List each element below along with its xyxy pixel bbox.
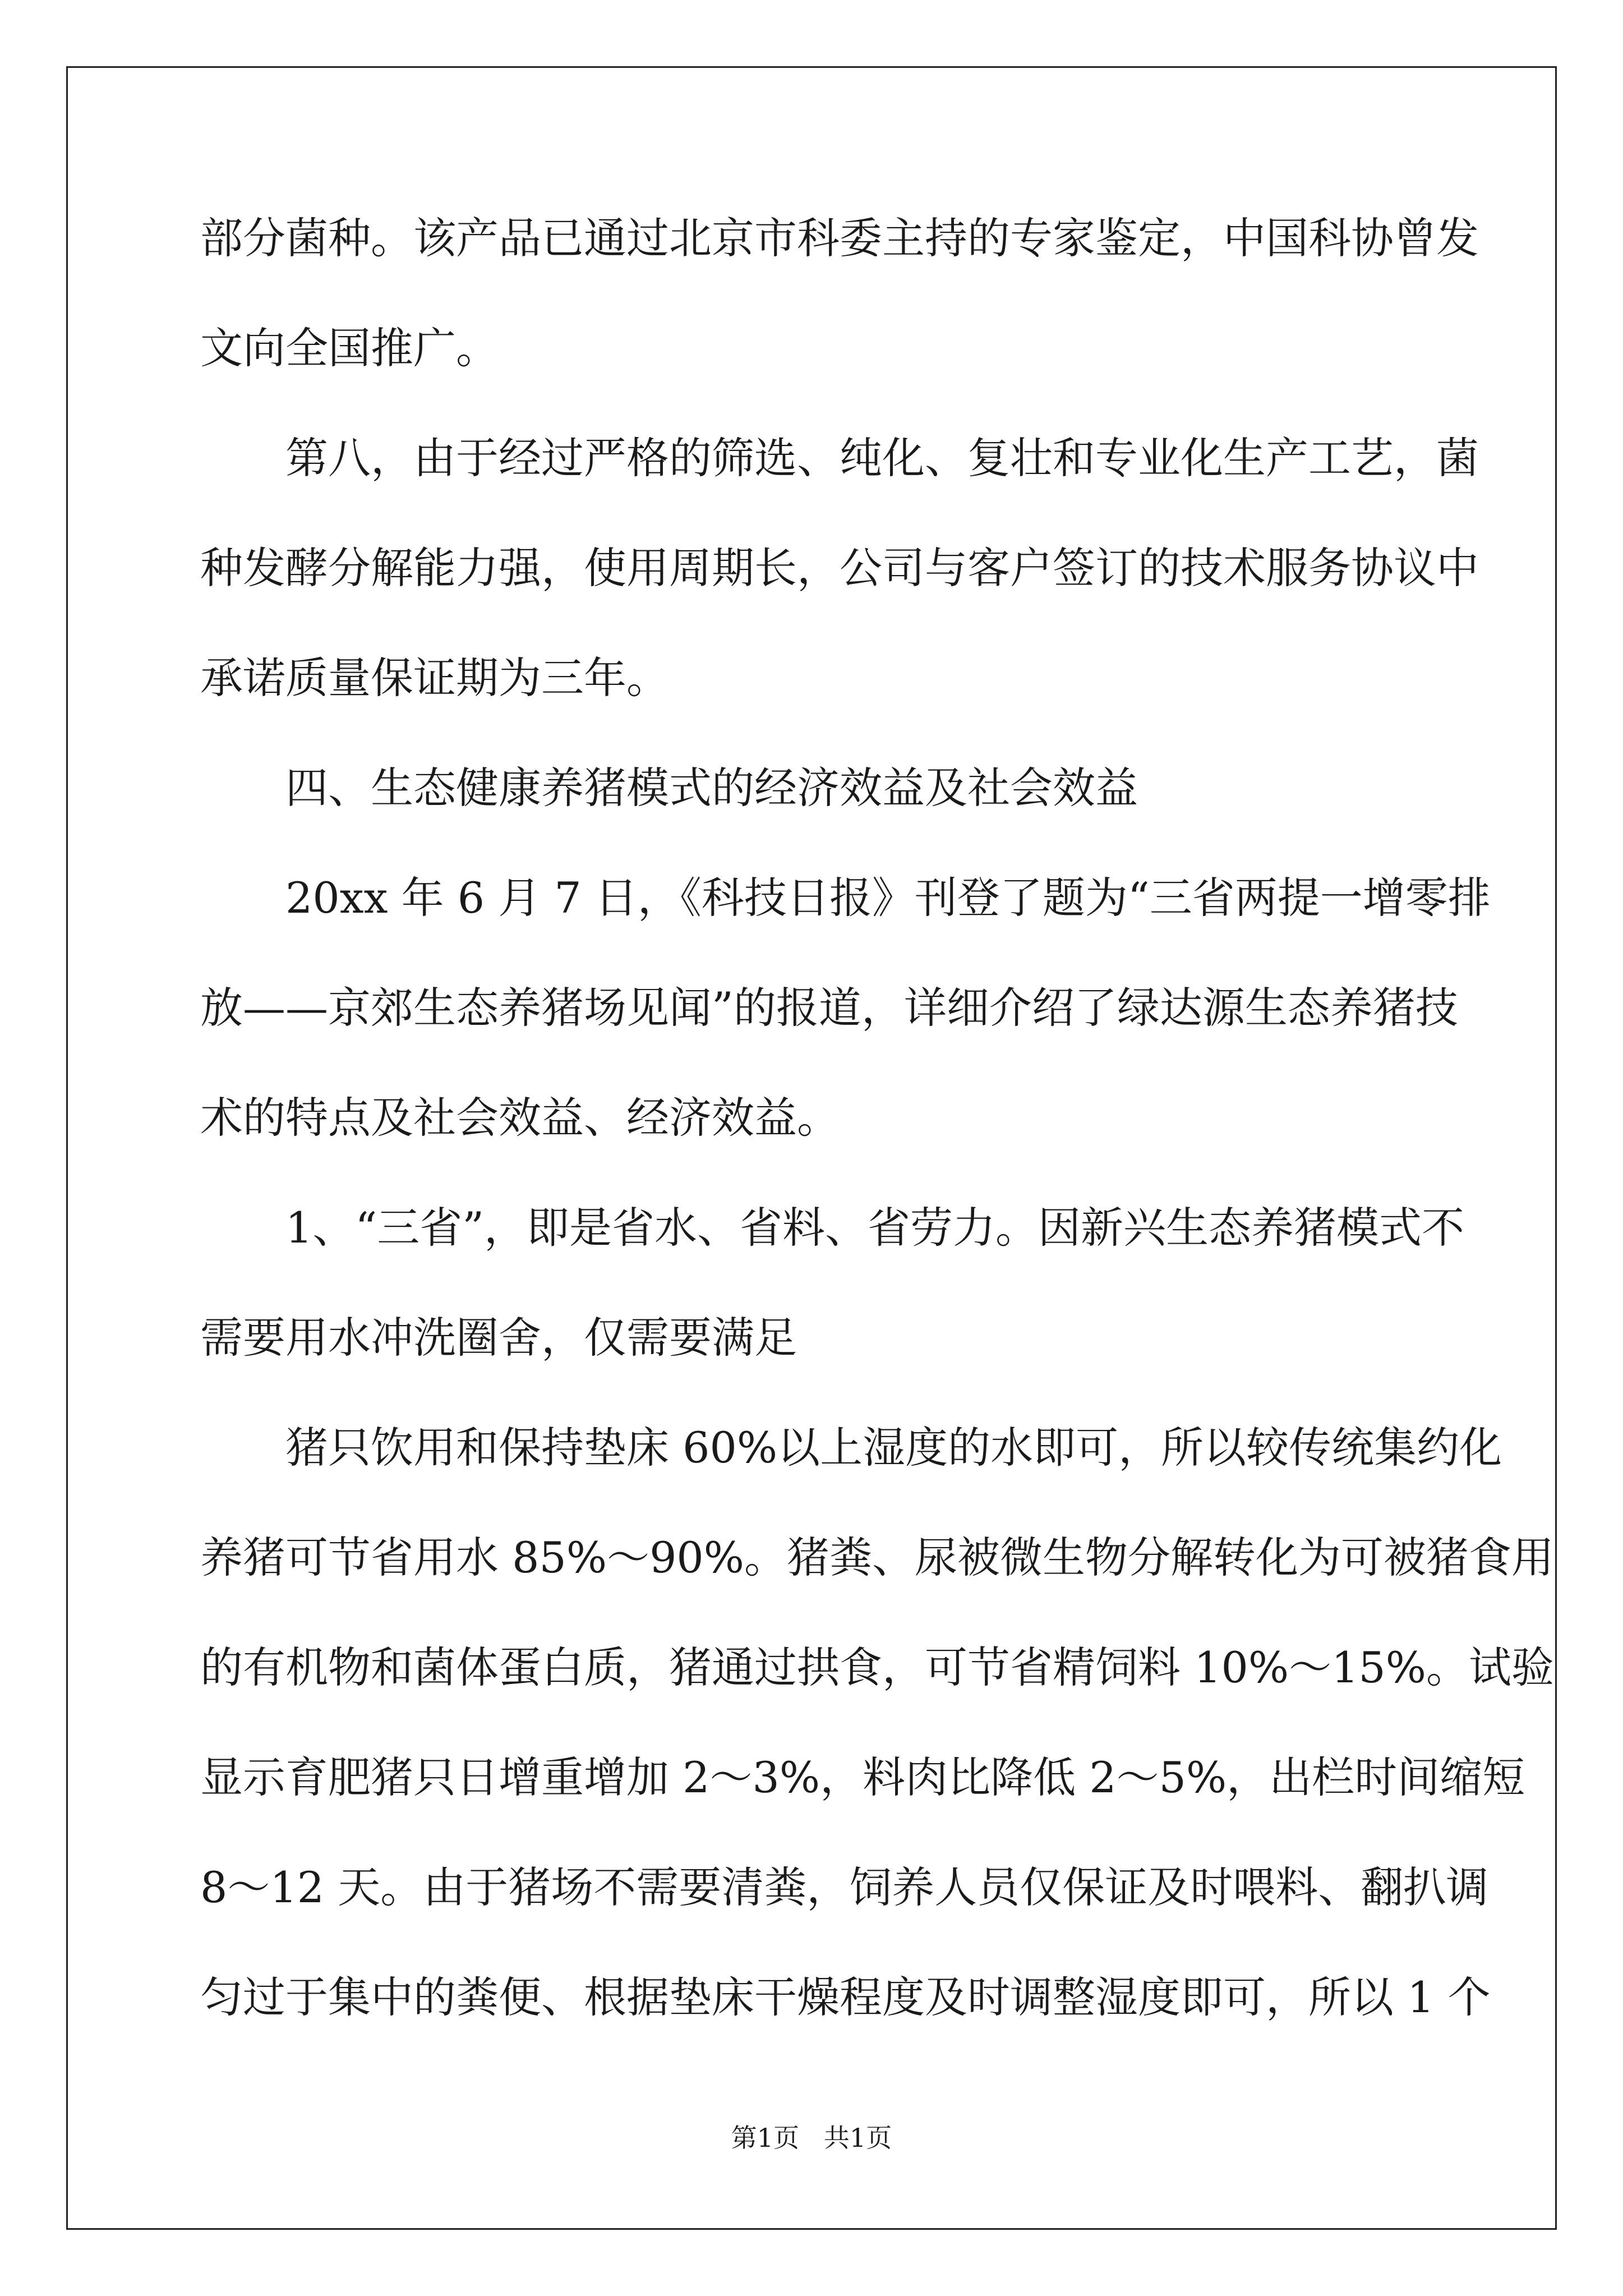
text-line — [200, 1857, 1489, 1967]
text-line — [200, 1967, 1491, 2077]
text-line — [200, 537, 1479, 647]
line-text: 种发酵分解能力强，使用周期长，公司与客户签订的技术服务协议中 — [200, 543, 1479, 593]
text-line — [200, 1747, 1525, 1857]
line-text: 匀过于集中的粪便、根据垫床干燥程度及时调整湿度即可，所以 1 个 — [200, 1972, 1491, 2022]
line-text: 猪只饮用和保持垫床 60%以上湿度的水即可，所以较传统集约化 — [285, 1423, 1502, 1473]
paragraph-start-line — [200, 1197, 1465, 1307]
text-line — [200, 1527, 1555, 1637]
line-text: 第八，由于经过严格的筛选、纯化、复壮和专业化生产工艺，菌 — [285, 433, 1479, 483]
section-heading — [200, 757, 1426, 867]
text-line — [200, 318, 1426, 427]
line-text: 1、“三省”，即是省水、省料、省劳力。因新兴生态养猪模式不 — [285, 1203, 1465, 1253]
line-text: 承诺质量保证期为三年。 — [200, 653, 669, 703]
paragraph-start-line — [200, 867, 1491, 977]
text-line — [200, 1087, 1426, 1197]
document-body — [200, 208, 1555, 2077]
line-text: 文向全国推广。 — [200, 323, 499, 373]
line-text: 放——京郊生态养猪场见闻”的报道，详细介绍了绿达源生态养猪技 — [200, 983, 1458, 1033]
text-line — [200, 977, 1458, 1087]
line-text: 术的特点及社会效益、经济效益。 — [200, 1093, 840, 1143]
paragraph-start-line — [200, 427, 1479, 537]
heading-text: 四、生态健康养猪模式的经济效益及社会效益 — [285, 763, 1138, 813]
line-text: 养猪可节省用水 85%～90%。猪粪、尿被微生物分解转化为可被猪食用 — [200, 1533, 1555, 1582]
text-line — [200, 1637, 1555, 1747]
line-text: 20xx 年 6 月 7 日，《科技日报》刊登了题为“三省两提一增零排 — [285, 873, 1491, 923]
line-text: 显示育肥猪只日增重增加 2～3%，料肉比降低 2～5%，出栏时间缩短 — [200, 1752, 1525, 1802]
text-line — [200, 208, 1479, 318]
line-text: 8～12 天。由于猪场不需要清粪，饲养人员仅保证及时喂料、翻扒调 — [200, 1862, 1489, 1912]
paragraph-start-line — [200, 1417, 1502, 1527]
line-text: 部分菌种。该产品已通过北京市科委主持的专家鉴定，中国科协曾发 — [200, 213, 1479, 263]
text-line — [200, 647, 1426, 757]
line-text: 需要用水冲洗圈舍，仅需要满足 — [200, 1313, 797, 1363]
text-line — [200, 1307, 1426, 1417]
page-number-footer: 第1页 共1页 — [731, 2123, 892, 2153]
line-text: 的有机物和菌体蛋白质，猪通过拱食，可节省精饲料 10%～15%。试验 — [200, 1642, 1555, 1692]
